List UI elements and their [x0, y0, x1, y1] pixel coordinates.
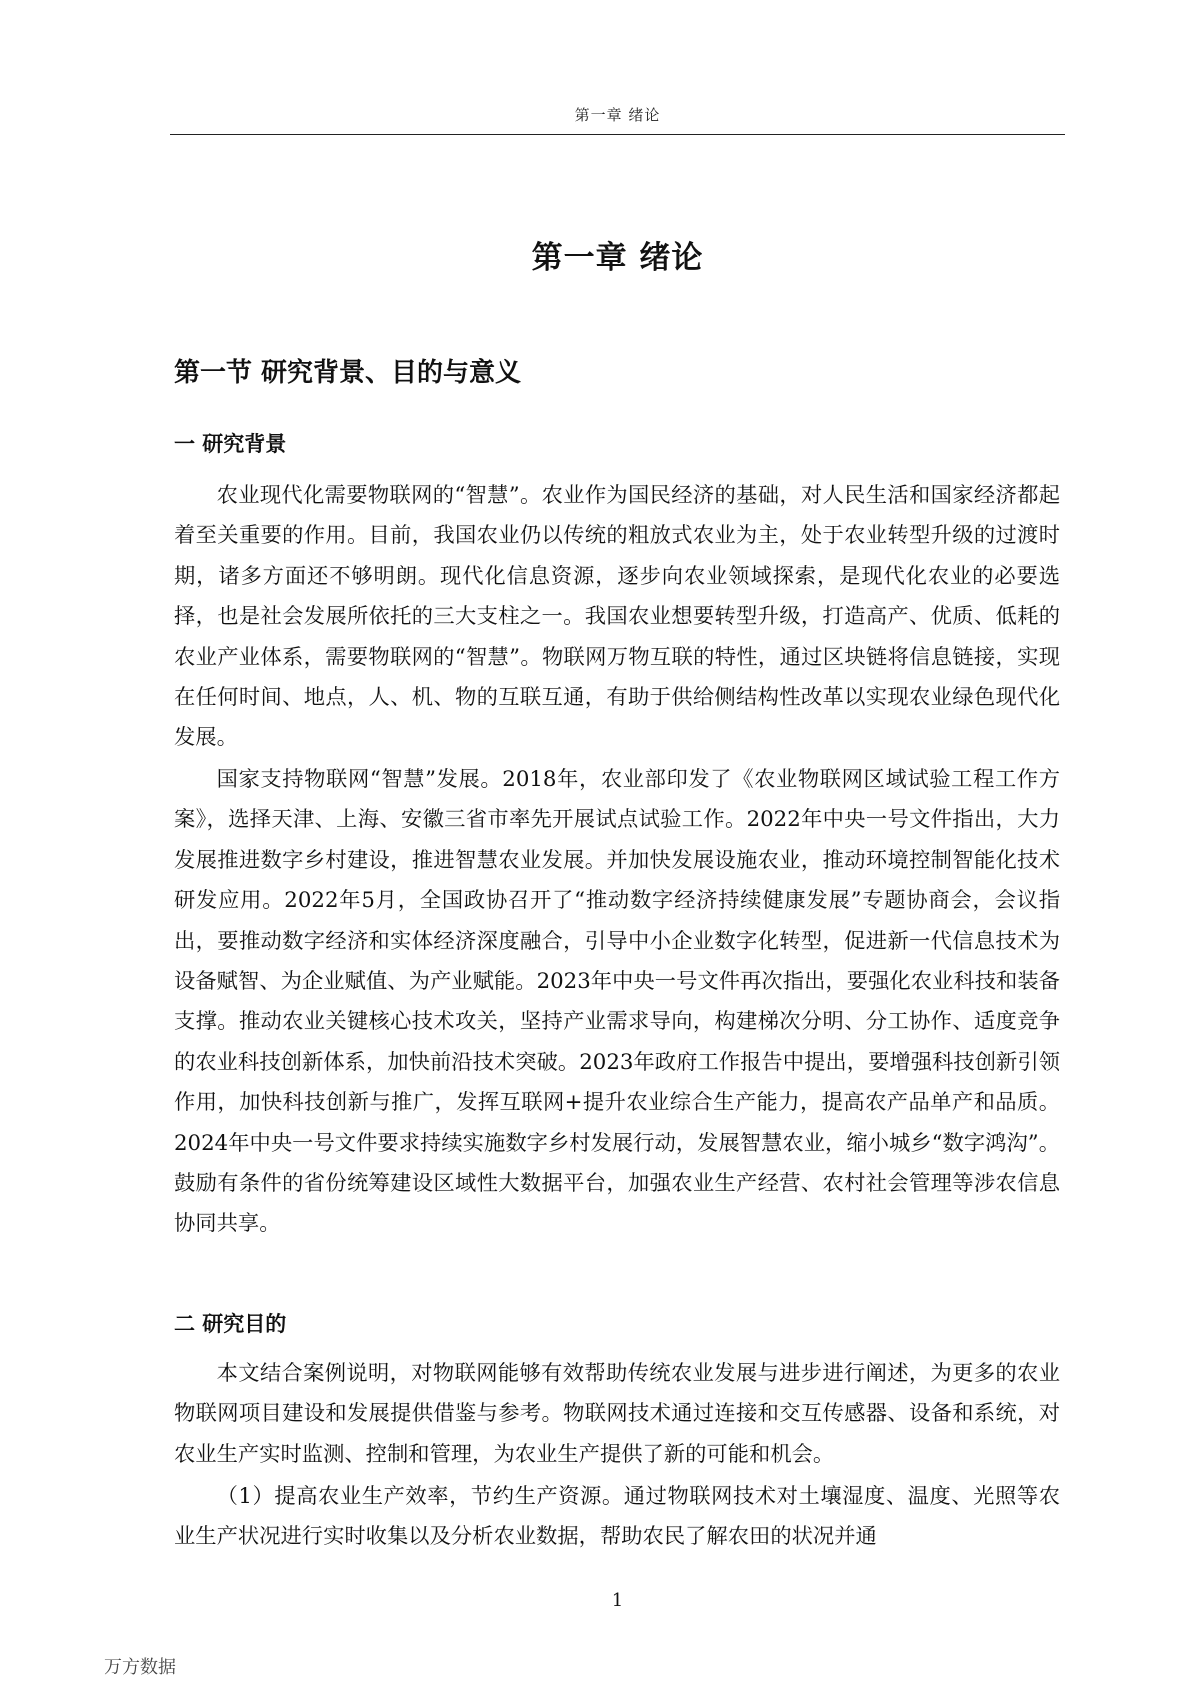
paragraph-purpose-1: 本文结合案例说明，对物联网能够有效帮助传统农业发展与进步进行阐述，为更多的农业物联网项目建设和发展提供借鉴与参考。物联网技术通过连接和交互传感器、设备和系统，对农业生产实时监测、控制和管理，为农业生产提供了新的可能和机会。: [174, 1361, 1060, 1467]
running-header: 第一章 绪论: [574, 106, 661, 124]
paragraph-background-1: 农业现代化需要物联网的“智慧”。农业作为国民经济的基础，对人民生活和国家经济都起着至关重要的作用。目前，我国农业仍以传统的粗放式农业为主，处于农业转型升级的过渡时期，诸多方面还不够明朗。现代化信息资源，逐步向农业领域探索，是现代化农业的必要选择，也是社会发展所依托的三大支柱之一。我国农业想要转型升级，打造高产、优质、低耗的农业产业体系，需要物联网的“智慧”。物联网万物互联的特性，通过区块链将信息链接，实现在任何时间、地点，人、机、物的互联互通，有助于供给侧结构性改革以实现农业绿色现代化发展。: [174, 483, 1060, 751]
chapter-title: 第一章 绪论: [531, 240, 704, 276]
paragraph-background-2: 国家支持物联网“智慧”发展。2018年，农业部印发了《农业物联网区域试验工程工作方案》，选择天津、上海、安徽三省市率先开展试点试验工作。2022年中央一号文件指出，大力发展推进数字乡村建设，推进智慧农业发展。并加快发展设施农业，推动环境控制智能化技术研发应用。2022年5月，全国政协召开了“推动数字经济持续健康发展”专题协商会，会议指出，要推动数字经济和实体经济深度融合，引导中小企业数字化转型，促进新一代信息技术为设备赋智、为企业赋值、为产业赋能。2023年中央一号文件再次指出，要强化农业科技和装备支撑。推动农业关键核心技术攻关，坚持产业需求导向，构建梯次分明、分工协作、适度竞争的农业科技创新体系，加快前沿技术突破。2023年政府工作报告中提出，要增强科技创新引领作用，加快科技创新与推广，发挥互联网+提升农业综合生产能力，提高农产品单产和品质。2024年中央一号文件要求持续实施数字乡村发展行动，发展智慧农业，缩小城乡“数字鸿沟”。鼓励有条件的省份统筹建设区域性大数据平台，加强农业生产经营、农村社会管理等涉农信息协同共享。: [174, 767, 1060, 1237]
watermark: 万方数据: [104, 1657, 176, 1678]
section-title: 第一节 研究背景、目的与意义: [174, 358, 522, 388]
paragraph-purpose-2: （1）提高农业生产效率，节约生产资源。通过物联网技术对土壤湿度、温度、光照等农业生产状况进行实时收集以及分析农业数据，帮助农民了解农田的状况并通: [174, 1484, 1060, 1550]
subsection-title-background: 一 研究背景: [174, 432, 287, 456]
header-rule: [170, 134, 1065, 135]
subsection-title-purpose: 二 研究目的: [174, 1312, 287, 1336]
page-number: 1: [611, 1590, 624, 1611]
